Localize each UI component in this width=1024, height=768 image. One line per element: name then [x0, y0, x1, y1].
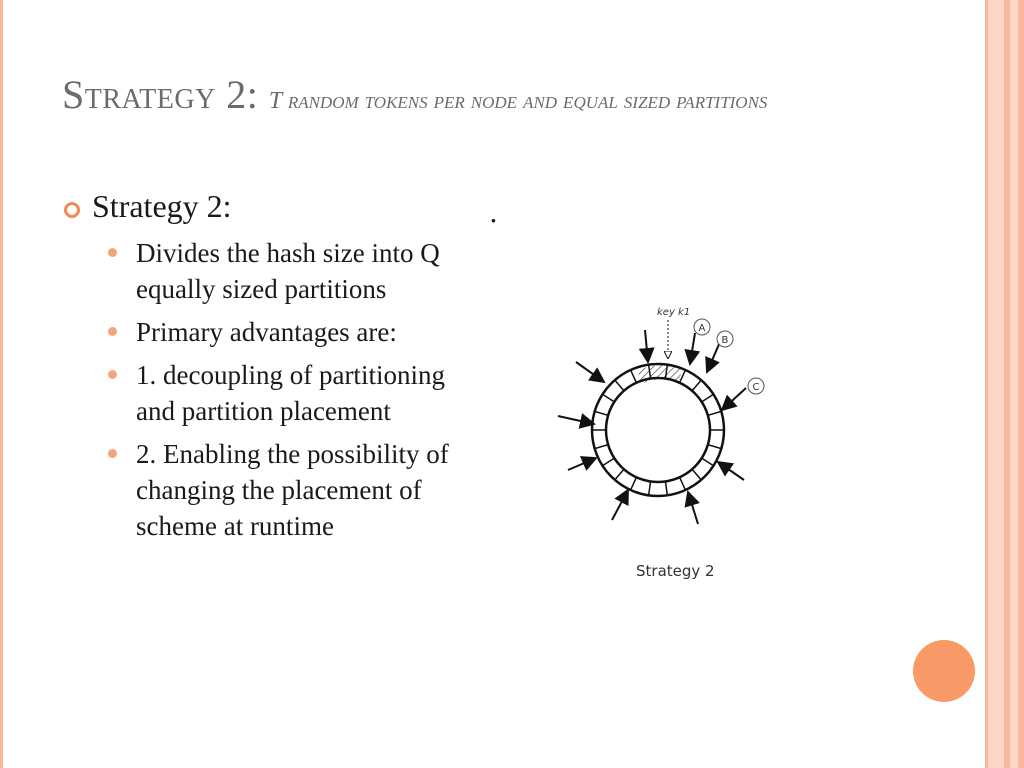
bullet-content [62, 188, 482, 551]
slide-title [62, 72, 942, 118]
stripe [1018, 0, 1024, 768]
right-decorative-stripes [976, 0, 1024, 768]
decorative-orange-circle [913, 640, 975, 702]
ring-bullet-icon [64, 202, 80, 218]
bullet-text: 2. Enabling the possibility of changing the placement of scheme at runtime [136, 439, 449, 541]
bullet-text: Divides the hash size into Q equally sized partitions [136, 238, 440, 304]
partition-tick [603, 394, 615, 402]
partition-tick [708, 445, 721, 449]
partition-tick [680, 477, 686, 490]
sub-bullet-list [102, 235, 482, 544]
partition-tick [702, 458, 714, 466]
stripe [1004, 0, 1010, 768]
bullet-text: Primary advantages are: [136, 317, 397, 347]
partition-tick [631, 477, 637, 490]
consistent-hashing-ring-diagram [550, 300, 790, 600]
list-item [102, 436, 482, 544]
partition-tick [702, 394, 714, 402]
partition-tick [595, 445, 608, 449]
partition-tick [708, 411, 721, 415]
partition-tick [615, 380, 624, 391]
dot-bullet-icon [108, 248, 117, 257]
figure-caption: Strategy 2 [636, 562, 715, 580]
node-label-b: B [721, 335, 729, 346]
title-tail: T random tokens per node and equal sized partitions [268, 88, 768, 114]
key-label: key k1 [657, 307, 691, 318]
list-item [102, 314, 482, 350]
stripe [988, 0, 1004, 768]
left-edge-rule [0, 0, 3, 768]
partition-tick [631, 370, 637, 383]
partition-tick [692, 469, 701, 480]
node-label-a: A [698, 323, 706, 334]
partition-tick [595, 411, 608, 415]
partition-tick [665, 482, 667, 496]
partition-tick [692, 380, 701, 391]
partition-tick [615, 469, 624, 480]
list-item [102, 235, 482, 307]
list-item [102, 357, 482, 429]
stray-period: . [489, 196, 498, 229]
dot-bullet-icon [108, 449, 117, 458]
dot-bullet-icon [108, 370, 117, 379]
node-label-c: C [752, 382, 760, 393]
partition-tick [649, 482, 651, 496]
title-lead: Strategy 2: [62, 72, 269, 117]
stripe [1010, 0, 1018, 768]
ring-inner [606, 378, 710, 482]
stripe [985, 0, 988, 768]
level1-item [62, 188, 482, 225]
partition-tick [603, 458, 615, 466]
bullet-text: 1. decoupling of partitioning and partition placement [136, 360, 445, 426]
ring-outer [592, 364, 724, 496]
level1-text: Strategy 2: [92, 188, 232, 224]
dot-bullet-icon [108, 327, 117, 336]
